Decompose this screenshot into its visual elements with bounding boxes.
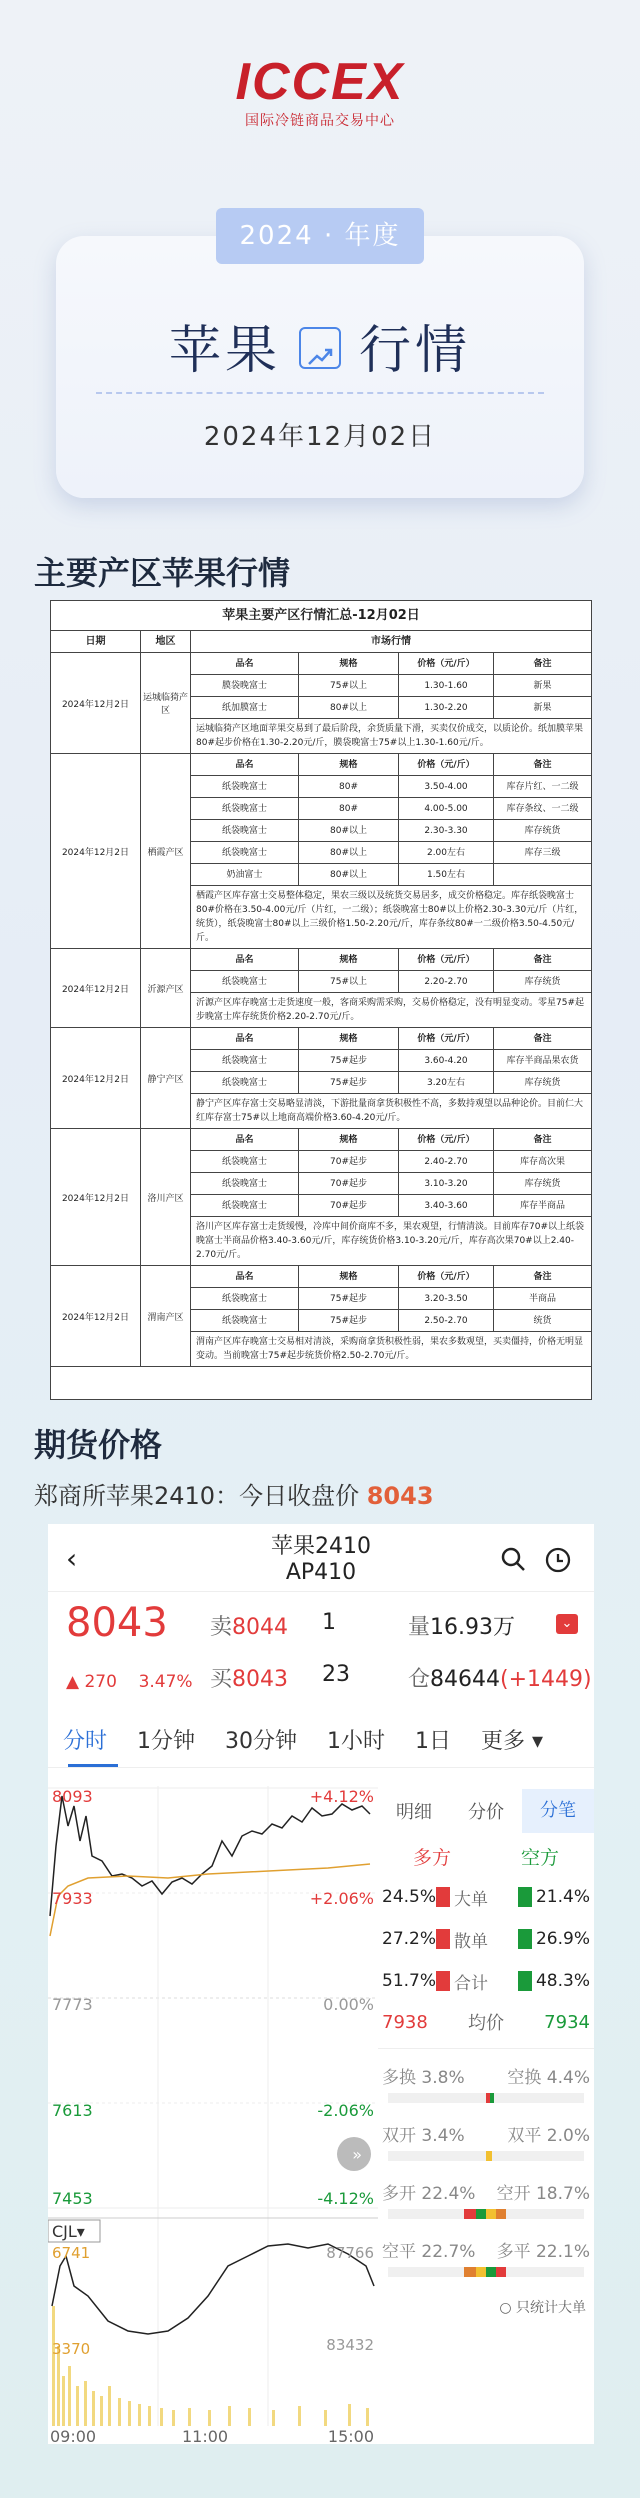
- y-left-1: 7933: [52, 1889, 93, 1908]
- region-block: [51, 949, 591, 1028]
- product-col-header: 规格: [299, 1129, 399, 1150]
- ratio-3b: 空开 18.7%: [496, 2184, 590, 2204]
- ratio-bar-3: [388, 2209, 584, 2219]
- table-cell: 75#以上: [299, 675, 399, 696]
- stat-row-total: [378, 1960, 594, 2002]
- product-col-header: 品名: [191, 1266, 299, 1287]
- tab-more[interactable]: 更多 ▾: [481, 1729, 544, 1754]
- product-header-row: [191, 1266, 591, 1288]
- long-bar-retail: [436, 1929, 450, 1949]
- ratio-2a: 双开 3.4%: [382, 2126, 465, 2146]
- table-cell: 纸袋晚富士: [191, 1151, 299, 1172]
- table-row: [191, 1173, 591, 1195]
- table-cell: 3.20-3.50: [399, 1288, 494, 1309]
- region-note: 运城临猗产区地面苹果交易到了最后阶段，余货质量下滑，买卖仅价成交，以质论价。纸加膜苹果80#起步价格在1.30-2.20元/斤，膜袋晚富士75#以上1.30-1.60元/斤。: [196, 724, 584, 748]
- table-cell: 2.30-3.30: [399, 820, 494, 841]
- long-bar-total: [436, 1971, 450, 1991]
- y-right-3: -2.06%: [317, 2101, 374, 2120]
- long-label: 多方: [412, 1846, 451, 1869]
- app-top-bar: [48, 1524, 594, 1592]
- volume-bars: [52, 2306, 369, 2426]
- table-cell: 2.50-2.70: [399, 1310, 494, 1331]
- back-arrow-icon[interactable]: ‹: [66, 1542, 78, 1575]
- product-header-row: [191, 653, 591, 675]
- table-cell: 1.30-2.20: [399, 697, 494, 718]
- table-cell: 库存条纹、一二级: [506, 804, 579, 814]
- region-body: [191, 653, 591, 753]
- short-label: 空方: [520, 1846, 559, 1869]
- header-region: 地区: [141, 631, 191, 652]
- region-note: 沂源产区库存晚富士走货速度一般，客商采购需采购，交易价格稳定，没有明显变动。零星75#起步晚富士库存统货价格2.20-2.70元/斤。: [196, 998, 584, 1022]
- long-short-header: [378, 1836, 594, 1876]
- table-cell: 新果: [533, 681, 552, 691]
- table-cell: 1.30-1.60: [399, 675, 494, 696]
- region-note: 栖霞产区库存富士交易整体稳定，果农三级以及统货交易居多，成交价格稳定。库存纸袋晚富士80#价格在3.50-4.00元/斤（片红，一二级）；纸袋晚富士80#以上价格2.30-3.30元/斤（片红，统货），纸袋晚富士80#以上三级价格1.50-2.20元/斤，库存条纹80#一二级价格3.50-4.50元/斤。: [196, 891, 584, 943]
- year-tab: 2024 · 年度: [216, 208, 424, 264]
- sell-qty: 1: [322, 1610, 336, 1635]
- intraday-chart-svg: [48, 1786, 378, 2444]
- tab-ticks[interactable]: 分笔: [522, 1789, 594, 1833]
- product-col-header: 品名: [191, 754, 299, 775]
- table-cell: 统货: [533, 1316, 552, 1326]
- avg-short: 7934: [544, 2011, 590, 2033]
- y-right-0: +4.12%: [309, 1787, 374, 1806]
- contract-name: 苹果2410: [271, 1534, 371, 1559]
- table-cell: 半商品: [528, 1294, 556, 1304]
- table-cell: 2.20-2.70: [399, 971, 494, 992]
- table-cell: 纸袋晚富士: [191, 820, 299, 841]
- hero-title: [56, 308, 584, 383]
- region-block: [51, 1028, 591, 1129]
- hero-title-right: 行情: [359, 321, 472, 381]
- table-row: [191, 776, 591, 798]
- retail-long: 27.2%: [382, 1929, 437, 1949]
- table-cell: 75#起步: [299, 1050, 399, 1071]
- product-col-header: 价格（元/斤）: [399, 754, 494, 775]
- big-label: 大单: [454, 1889, 489, 1910]
- table-cell: 纸袋晚富士: [191, 971, 299, 992]
- ratio-3a: 多开 22.4%: [382, 2184, 476, 2204]
- product-col-header: 品名: [191, 1028, 299, 1049]
- header-date: 日期: [51, 631, 141, 652]
- trend-chart-icon: [299, 327, 341, 369]
- long-bar-big: [436, 1887, 450, 1907]
- table-row: [191, 1288, 591, 1310]
- product-col-header: 品名: [191, 949, 299, 970]
- region-name: 栖霞产区: [141, 754, 191, 948]
- table-row: [191, 971, 591, 993]
- region-block: [51, 754, 591, 949]
- ratio-2b: 双平 2.0%: [507, 2126, 590, 2146]
- region-note: 洛川产区库存富士走货缓慢，冷库中间价商库不多，果农观望，行情清淡。目前库存70#以上纸袋晚富士半商品价格3.40-3.60元/斤，库存统货价格3.10-3.20元/斤，库存高次果70#以上2.40-2.70元/斤。: [196, 1222, 584, 1260]
- region-note: 静宁产区库存富士交易略显清淡，下游批量商拿货积极性不高，多数持观望以品种论价。目前仁大红库存富士75#以上地商高端价格3.60-4.20元/斤。: [196, 1099, 584, 1123]
- avg-price-row: [378, 2002, 594, 2042]
- table-cell: 纸袋晚富士: [191, 1050, 299, 1071]
- iccex-logo: [0, 52, 640, 130]
- product-col-header: 备注: [533, 659, 552, 669]
- tab-intraday[interactable]: 分时: [63, 1729, 108, 1754]
- region-date: 2024年12月2日: [51, 754, 141, 948]
- buy-label: 买: [210, 1667, 233, 1692]
- table-cell: 80#以上: [299, 697, 399, 718]
- table-row: [191, 1310, 591, 1332]
- product-col-header: 备注: [533, 1034, 552, 1044]
- table-cell: 75#起步: [299, 1310, 399, 1331]
- vol-axis-0: 6741: [52, 2244, 91, 2262]
- total-long: 51.7%: [382, 1971, 437, 1991]
- retail-short: 26.9%: [535, 1929, 590, 1949]
- table-cell: 库存高次果: [519, 1157, 565, 1167]
- product-col-header: 规格: [299, 653, 399, 674]
- table-cell: 70#起步: [299, 1151, 399, 1172]
- table-cell: 纸加膜富士: [191, 697, 299, 718]
- region-body: [191, 1129, 591, 1265]
- big-long: 24.5%: [382, 1887, 437, 1907]
- table-cell: 新果: [533, 703, 552, 713]
- sell-quote: [210, 1610, 288, 1641]
- futures-close-price: 8043: [366, 1482, 434, 1510]
- region-date: 2024年12月2日: [51, 949, 141, 1027]
- hero-card: [56, 236, 584, 498]
- table-cell: 纸袋晚富士: [191, 1072, 299, 1093]
- table-cell: 80#以上: [299, 820, 399, 841]
- expand-panel-glyph: »: [352, 2145, 362, 2164]
- oi-axis-0: 87766: [326, 2244, 374, 2262]
- oi-label: 仓: [408, 1667, 431, 1692]
- x-label-1: 11:00: [182, 2427, 229, 2444]
- total-short: 48.3%: [535, 1971, 590, 1991]
- product-col-header: 价格（元/斤）: [399, 1129, 494, 1150]
- short-bar-big: [518, 1887, 532, 1907]
- table-cell: 库存半商品: [519, 1201, 565, 1211]
- region-block: [51, 653, 591, 754]
- table-cell: 3.20左右: [399, 1072, 494, 1093]
- retail-label: 散单: [454, 1931, 489, 1952]
- only-big-label: 只统计大单: [516, 2300, 586, 2316]
- buy-quote: [210, 1662, 288, 1693]
- region-name: 沂源产区: [141, 949, 191, 1027]
- ratio-row-2: [378, 2121, 594, 2149]
- table-cell: 纸袋晚富士: [191, 776, 299, 797]
- y-right-2: 0.00%: [323, 1995, 374, 2014]
- period-tabs: [48, 1712, 594, 1768]
- table-cell: 纸袋晚富士: [191, 798, 299, 819]
- oi-value: 84644: [430, 1667, 501, 1692]
- ratio-4b: 多平 22.1%: [496, 2242, 590, 2262]
- avg-label: 均价: [467, 2013, 504, 2034]
- product-header-row: [191, 1028, 591, 1050]
- section-title-main: 主要产区苹果行情: [34, 554, 291, 592]
- stat-row-retail: [378, 1918, 594, 1960]
- region-name: 洛川产区: [141, 1129, 191, 1265]
- product-col-header: 规格: [299, 1028, 399, 1049]
- product-col-header: 品名: [191, 653, 299, 674]
- table-cell: 80#以上: [299, 864, 399, 885]
- volume-label: 量: [408, 1615, 431, 1640]
- table-cell: 3.60-4.20: [399, 1050, 494, 1071]
- ratio-bar-4: [388, 2267, 584, 2277]
- table-cell: 70#起步: [299, 1195, 399, 1216]
- ratio-1b: 空换 4.4%: [507, 2068, 590, 2088]
- table-cell: 纸袋晚富士: [191, 1288, 299, 1309]
- header-market: 市场行情: [371, 636, 411, 647]
- product-col-header: 规格: [299, 754, 399, 775]
- product-header-row: [191, 949, 591, 971]
- section-title-futures: 期货价格: [34, 1426, 163, 1464]
- product-col-header: 价格（元/斤）: [399, 653, 494, 674]
- table-title: 苹果主要产区行情汇总-12月02日: [51, 601, 591, 631]
- table-row: [191, 1195, 591, 1217]
- region-name: 静宁产区: [141, 1028, 191, 1128]
- y-left-4: 7453: [52, 2189, 93, 2208]
- change-pct: 3.47%: [138, 1672, 193, 1692]
- y-right-1: +2.06%: [309, 1889, 374, 1908]
- product-col-header: 规格: [299, 1266, 399, 1287]
- table-row: [191, 864, 591, 886]
- table-header: [51, 631, 591, 653]
- product-col-header: 备注: [533, 1272, 552, 1282]
- table-regions: [51, 653, 591, 1367]
- table-cell: 纸袋晚富士: [191, 1195, 299, 1216]
- x-label-0: 09:00: [50, 2427, 97, 2444]
- region-name: 渭南产区: [141, 1266, 191, 1366]
- table-cell: 80#以上: [299, 842, 399, 863]
- short-bar-total: [518, 1971, 532, 1991]
- table-row: [191, 1072, 591, 1094]
- table-cell: 库存半商品果农货: [506, 1056, 579, 1066]
- hero-divider: [96, 392, 544, 394]
- ratio-4a: 空平 22.7%: [382, 2242, 476, 2262]
- futures-subtitle: [34, 1476, 434, 1511]
- y-left-2: 7773: [52, 1995, 93, 2014]
- region-body: [191, 949, 591, 1027]
- table-cell: 纸袋晚富士: [191, 1173, 299, 1194]
- region-name: 运城临猗产区: [141, 653, 191, 753]
- product-col-header: 备注: [533, 955, 552, 965]
- region-block: [51, 1129, 591, 1266]
- table-row: [191, 820, 591, 842]
- ratio-row-3: [378, 2179, 594, 2207]
- ratio-section: [378, 2048, 594, 2317]
- contract-code: AP410: [285, 1560, 357, 1585]
- big-short: 21.4%: [535, 1887, 590, 1907]
- ratio-row-4: [378, 2237, 594, 2265]
- change-value: ▲ 270: [66, 1672, 117, 1692]
- search-icon[interactable]: [500, 1546, 526, 1578]
- ratio-1a: 多换 3.8%: [382, 2068, 465, 2088]
- oi-axis-1: 83432: [326, 2336, 374, 2354]
- table-row: [191, 1151, 591, 1173]
- total-label: 合计: [454, 1973, 489, 1994]
- tab-price-split[interactable]: 分价: [468, 1802, 504, 1823]
- table-cell: 膜袋晚富士: [191, 675, 299, 696]
- table-cell: 库存三级: [524, 848, 561, 858]
- tab-1hour[interactable]: 1小时: [327, 1729, 386, 1754]
- quote-panel: [48, 1592, 594, 1712]
- table-cell: 4.00-5.00: [399, 798, 494, 819]
- product-col-header: 规格: [299, 949, 399, 970]
- product-col-header: 品名: [191, 1129, 299, 1150]
- y-left-0: 8093: [52, 1787, 93, 1806]
- cjl-label: CJL▾: [52, 2222, 85, 2241]
- market-table: [50, 600, 592, 1400]
- product-col-header: 价格（元/斤）: [399, 1266, 494, 1287]
- y-right-4: -4.12%: [317, 2189, 374, 2208]
- region-date: 2024年12月2日: [51, 1266, 141, 1366]
- table-cell: [494, 864, 591, 885]
- product-header-row: [191, 1129, 591, 1151]
- table-cell: 库存片红、一二级: [506, 782, 579, 792]
- y-left-3: 7613: [52, 2101, 93, 2120]
- only-big-toggle[interactable]: ○ 只统计大单: [499, 2300, 586, 2316]
- table-cell: 库存统货: [524, 1179, 561, 1189]
- table-row: [191, 798, 591, 820]
- product-header-row: [191, 754, 591, 776]
- table-cell: 纸袋晚富士: [191, 842, 299, 863]
- region-body: [191, 1028, 591, 1128]
- open-interest: [408, 1662, 592, 1693]
- table-cell: 80#: [299, 776, 399, 797]
- expand-chevron-icon[interactable]: ⌄: [556, 1614, 578, 1634]
- futures-app: [48, 1524, 594, 2444]
- table-cell: 1.50左右: [399, 864, 494, 885]
- stats-tabs: [378, 1786, 594, 1836]
- table-cell: 3.40-3.60: [399, 1195, 494, 1216]
- table-cell: 70#起步: [299, 1173, 399, 1194]
- sell-price: 8044: [232, 1615, 289, 1640]
- x-label-2: 15:00: [327, 2427, 374, 2444]
- table-cell: 3.50-4.00: [399, 776, 494, 797]
- region-body: [191, 1266, 591, 1366]
- intraday-chart: [48, 1786, 378, 2444]
- ratio-bar-1: [388, 2093, 584, 2103]
- buy-qty: 23: [322, 1662, 350, 1687]
- oi-change: (+1449): [500, 1667, 592, 1692]
- table-row: [191, 697, 591, 719]
- table-cell: 75#以上: [299, 971, 399, 992]
- region-block: [51, 1266, 591, 1367]
- table-cell: 奶油富士: [191, 864, 299, 885]
- trade-stats-pane: [378, 1786, 594, 2444]
- avg-long: 7938: [382, 2011, 428, 2033]
- logo-mark: ICCEX: [235, 53, 405, 111]
- hero-date: 2024年12月02日: [203, 422, 437, 452]
- table-cell: 75#起步: [299, 1288, 399, 1309]
- logo-subtitle: 国际冷链商品交易中心: [245, 113, 395, 129]
- region-date: 2024年12月2日: [51, 653, 141, 753]
- table-cell: 库存统货: [524, 977, 561, 987]
- product-col-header: 价格（元/斤）: [399, 949, 494, 970]
- region-date: 2024年12月2日: [51, 1028, 141, 1128]
- region-date: 2024年12月2日: [51, 1129, 141, 1265]
- buy-price: 8043: [232, 1667, 289, 1692]
- table-cell: 80#: [299, 798, 399, 819]
- futures-subtitle-prefix: 郑商所苹果2410：今日收盘价: [34, 1482, 367, 1510]
- table-row: [191, 842, 591, 864]
- region-note: 渭南产区库存晚富士交易相对清淡，采购商拿货积极性弱，果农多数观望，买卖僵持，价格无明显变动。当前晚富士75#起步统货价格2.50-2.70元/斤。: [196, 1337, 584, 1361]
- tab-1min[interactable]: 1分钟: [137, 1729, 196, 1754]
- price-change: [66, 1672, 193, 1692]
- table-cell: 2.00左右: [399, 842, 494, 863]
- active-tab-underline: [68, 1764, 118, 1767]
- clock-icon[interactable]: [544, 1546, 572, 1580]
- last-price: 8043: [66, 1600, 168, 1646]
- table-row: [191, 1050, 591, 1072]
- tab-30min[interactable]: 30分钟: [225, 1729, 298, 1754]
- stat-row-big: [378, 1876, 594, 1918]
- volume: [408, 1610, 515, 1641]
- tab-detail[interactable]: 明细: [396, 1802, 432, 1823]
- table-cell: 2.40-2.70: [399, 1151, 494, 1172]
- product-col-header: 备注: [533, 1135, 552, 1145]
- region-body: [191, 754, 591, 948]
- table-row: [191, 675, 591, 697]
- ratio-row-1: [378, 2063, 594, 2091]
- tab-1day[interactable]: 1日: [415, 1729, 452, 1754]
- table-cell: 75#起步: [299, 1072, 399, 1093]
- short-bar-retail: [518, 1929, 532, 1949]
- hero-title-left: 苹果: [168, 321, 281, 381]
- ratio-bar-2: [388, 2151, 584, 2161]
- table-cell: 库存统货: [524, 1078, 561, 1088]
- table-cell: 库存统货: [524, 826, 561, 836]
- table-cell: 纸袋晚富士: [191, 1310, 299, 1331]
- table-cell: 3.10-3.20: [399, 1173, 494, 1194]
- volume-value: 16.93万: [430, 1615, 515, 1640]
- product-col-header: 价格（元/斤）: [399, 1028, 494, 1049]
- vol-axis-1: 3370: [52, 2340, 91, 2358]
- product-col-header: 备注: [533, 760, 552, 770]
- sell-label: 卖: [210, 1615, 233, 1640]
